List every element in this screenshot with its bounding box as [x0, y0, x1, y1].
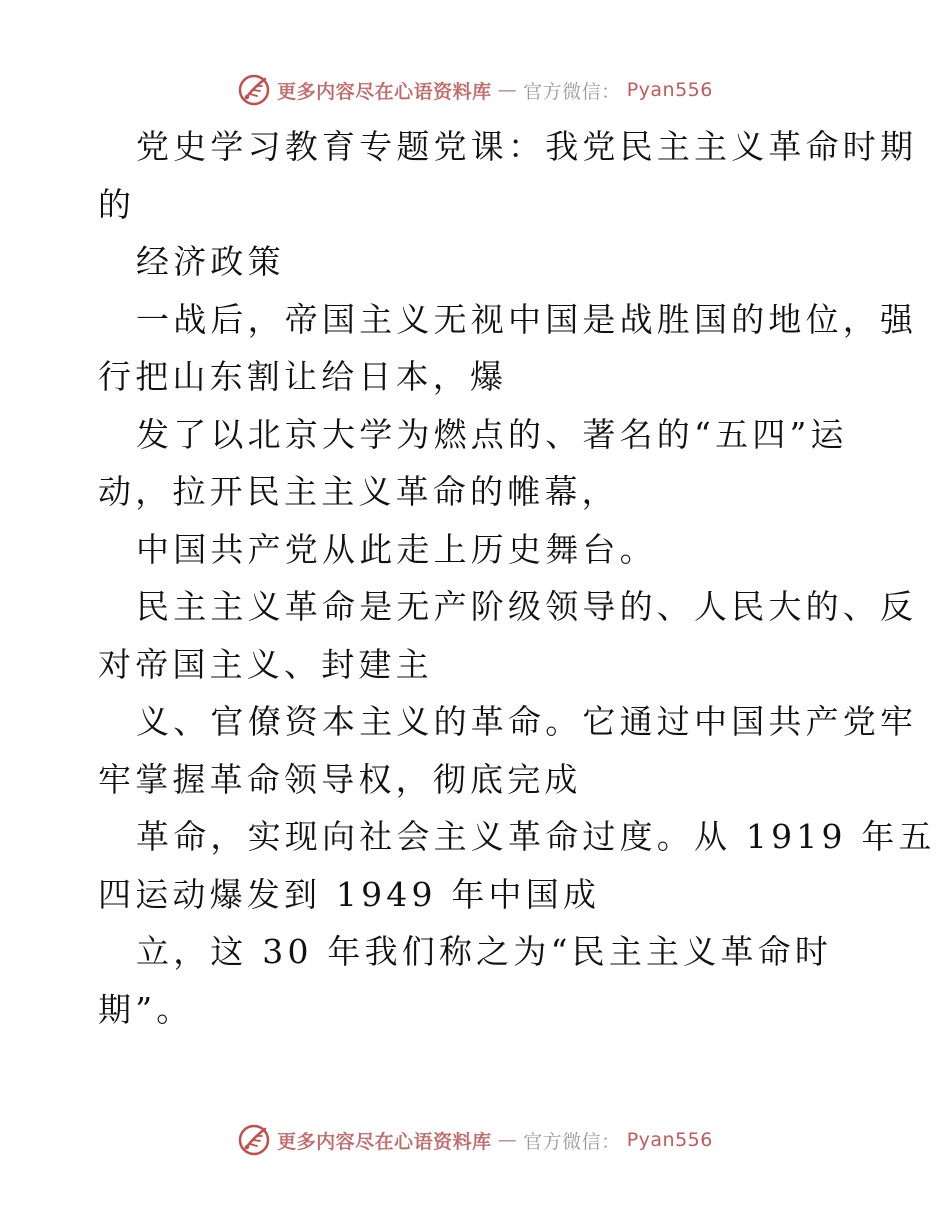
doc-paragraph-line: 一战后，帝国主义无视中国是战胜国的地位，强 [136, 299, 918, 339]
footer-watermark [0, 1120, 950, 1160]
doc-title-line-3: 经济政策 [136, 242, 285, 281]
watermark-wechat-id: Pyan556 [626, 79, 713, 101]
doc-paragraph-line: 发了以北京大学为燃点的、著名的“五四”运 [136, 414, 848, 454]
doc-paragraph-line: 行把山东割让给日本，爆 [98, 357, 508, 396]
doc-paragraph-line: 四运动爆发到 1949 年中国成 [98, 874, 601, 914]
doc-paragraph-line: 对帝国主义、封建主 [98, 644, 433, 684]
doc-title-line-1: 党史学习教育专题党课：我党民主主义革命时期 [136, 127, 918, 166]
doc-paragraph-line: 动，拉开民主主义革命的帷幕， [98, 472, 619, 511]
document-body [98, 118, 936, 1038]
feather-stamp-icon [237, 1123, 271, 1157]
doc-paragraph-line: 期”。 [98, 989, 194, 1029]
feather-stamp-icon [237, 73, 271, 107]
watermark-wechat-label: 官方微信： [523, 80, 621, 103]
doc-paragraph-line: 民主主义革命是无产阶级领导的、人民大的、反 [136, 587, 918, 626]
watermark-main-text: 更多内容尽在心语资料库 [277, 80, 492, 103]
doc-paragraph-line: 义、官僚资本主义的革命。它通过中国共产党牢 [136, 702, 918, 741]
watermark-wechat-label: 官方微信： [523, 1130, 621, 1153]
header-watermark [0, 70, 950, 110]
watermark-dash: — [497, 1129, 518, 1151]
doc-paragraph-line: 牢掌握革命领导权，彻底完成 [98, 759, 582, 799]
doc-title-line-2: 的 [98, 184, 136, 224]
doc-paragraph-line: 中国共产党从此走上历史舞台。 [136, 529, 657, 569]
watermark-main-text: 更多内容尽在心语资料库 [277, 1130, 492, 1153]
doc-paragraph-line: 立，这 30 年我们称之为“民主主义革命时 [136, 932, 833, 971]
doc-paragraph-line: 革命，实现向社会主义革命过度。从 1919 年五 [136, 817, 936, 856]
watermark-dash: — [497, 79, 518, 101]
watermark-wechat-id: Pyan556 [626, 1129, 713, 1151]
